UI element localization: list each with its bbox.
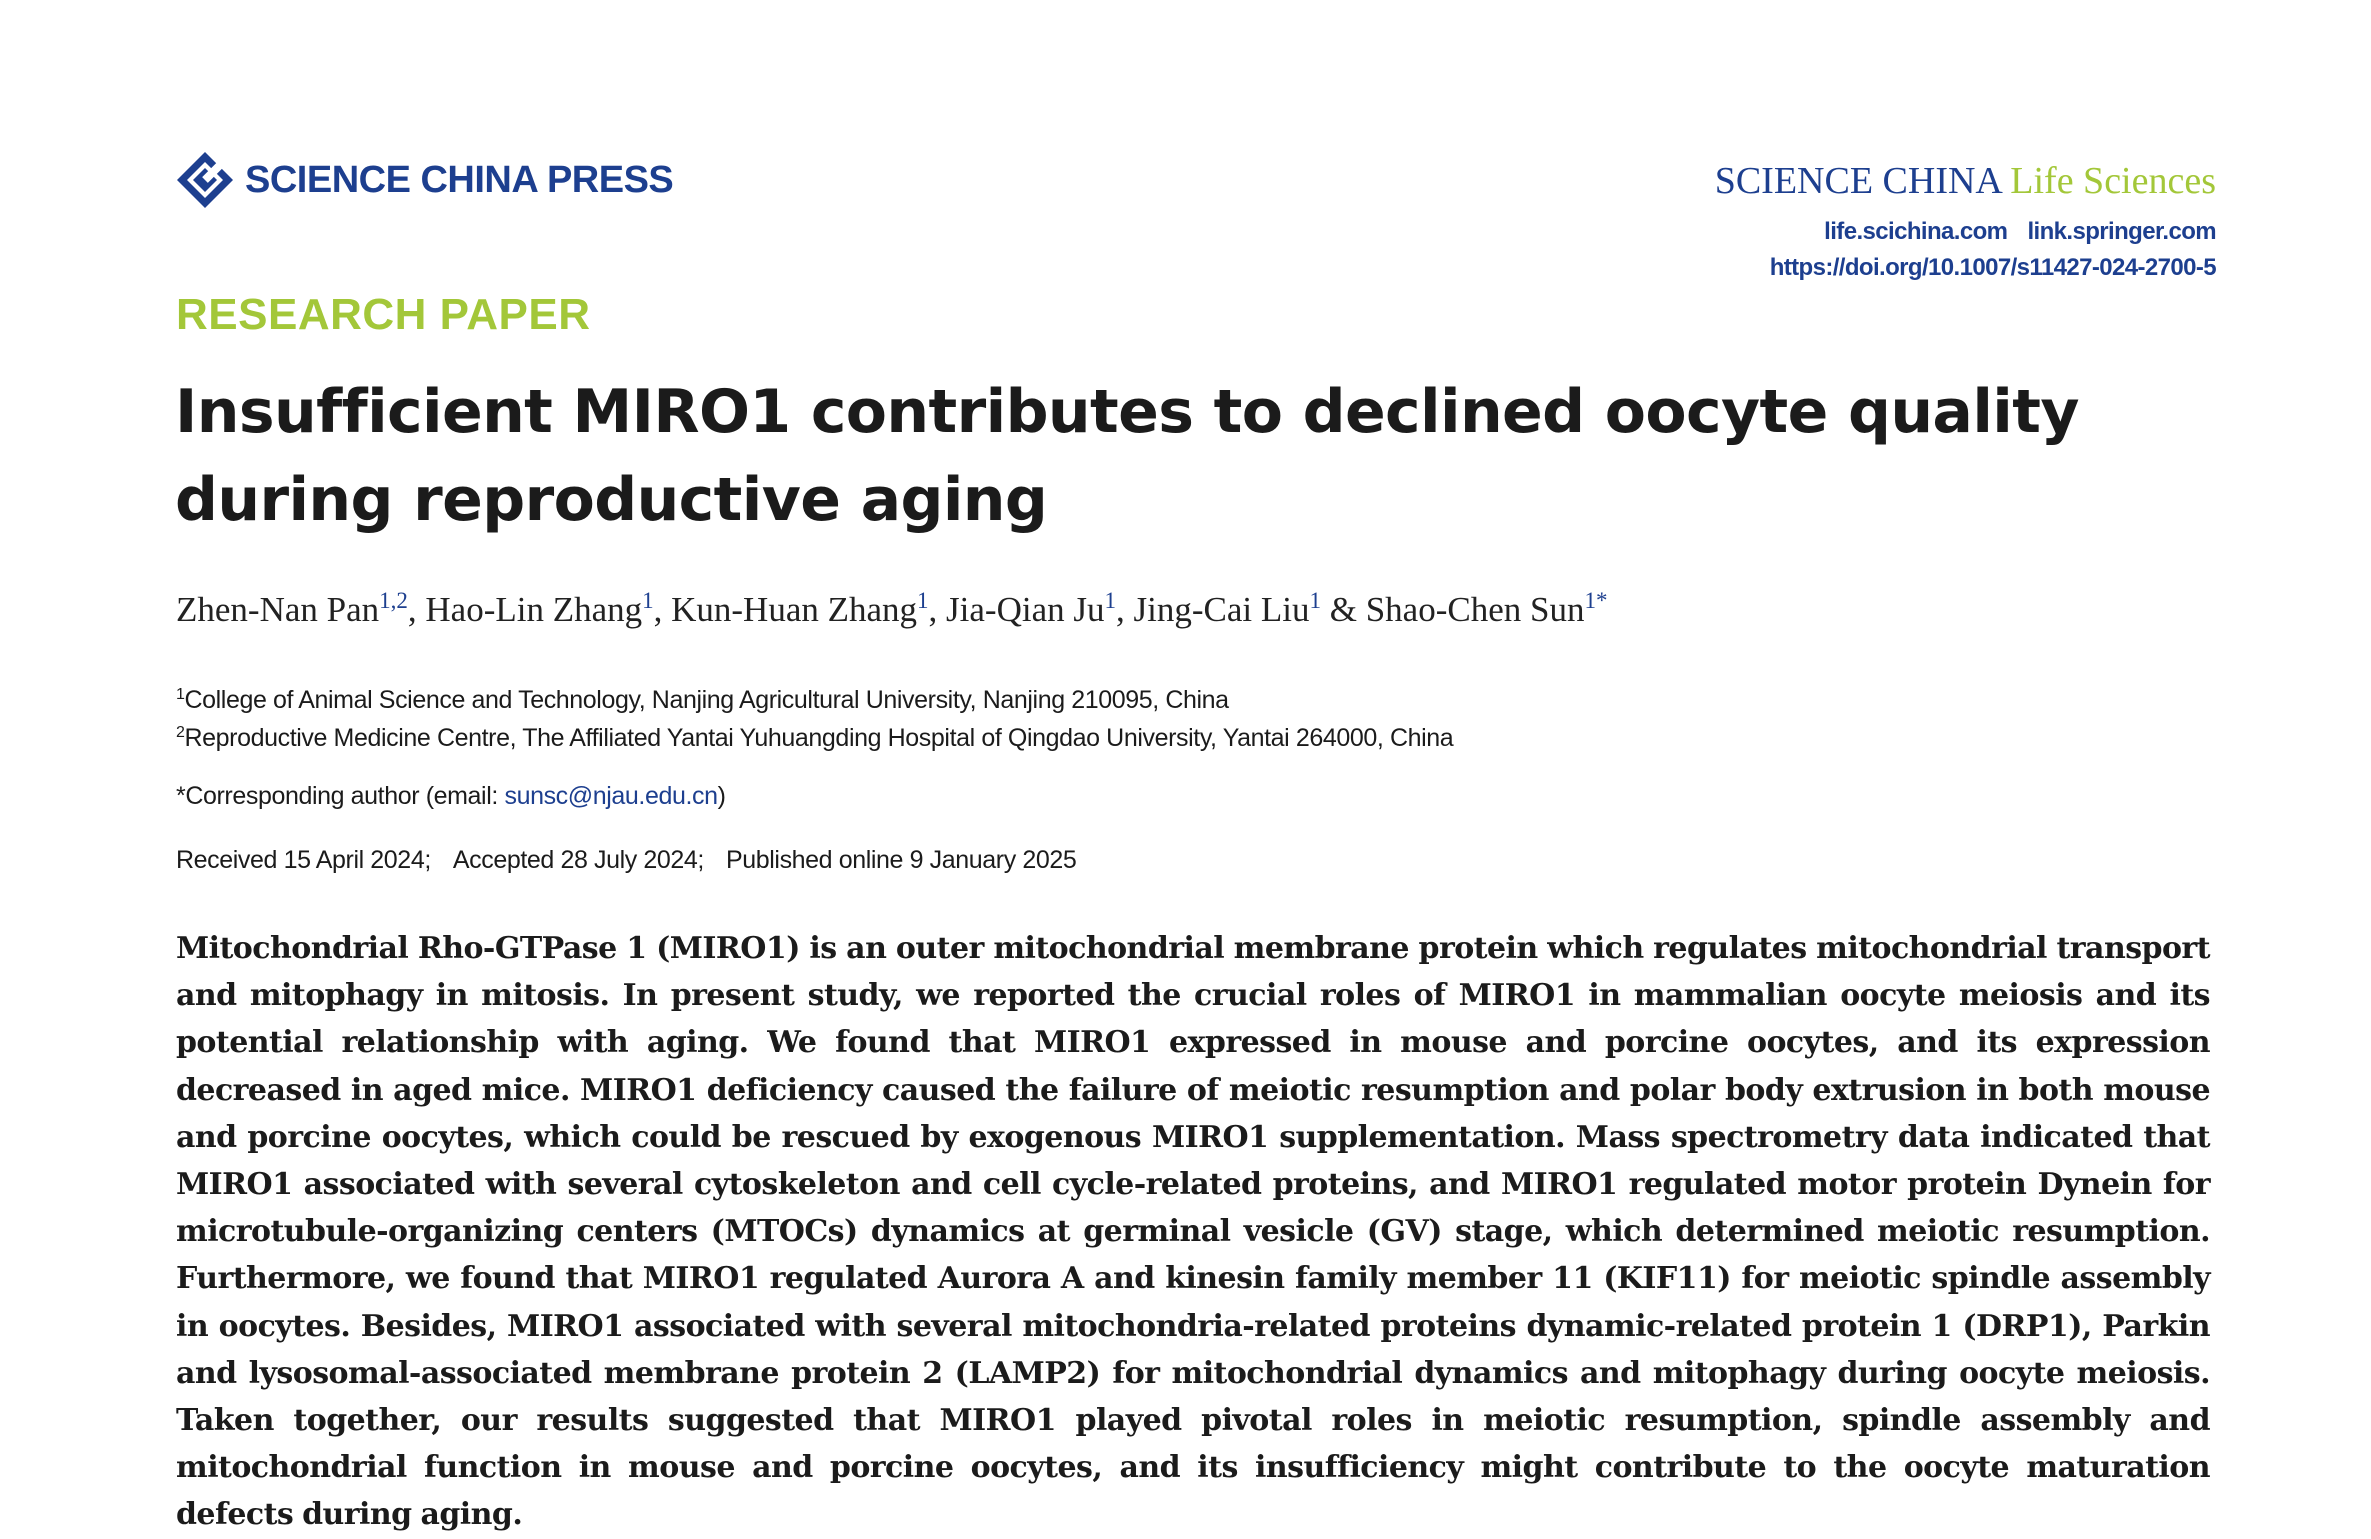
published-date: Published online 9 January 2025 [725,846,1077,874]
article-type: RESEARCH PAPER [176,290,591,339]
diamond-logo-icon [175,150,235,210]
affiliation-mark: 2 [176,724,185,741]
author-list [176,588,1607,630]
journal-name [1715,158,2216,204]
springer-link[interactable]: link.springer.com [2027,218,2216,245]
author-affiliation-mark: 1* [1584,588,1608,613]
author-name[interactable]: Jia-Qian Ju [946,590,1105,629]
journal-name-section: Life Sciences [2010,160,2216,202]
author-separator: , [928,590,947,629]
paper-title: Insufficient MIRO1 contributes to declined oocyte quality during reproductive aging [175,377,2079,535]
author-name[interactable]: Shao-Chen Sun [1365,590,1585,629]
affiliation-mark: 1 [176,686,185,703]
author-separator: , [1115,590,1134,629]
author-separator: , [407,590,426,629]
journal-name-main: SCIENCE CHINA [1714,160,2001,202]
author-name[interactable]: Zhen-Nan Pan [176,590,380,629]
email-link[interactable]: sunsc@njau.edu.cn [504,782,718,810]
received-date: Received 15 April 2024; [176,846,431,874]
author-name[interactable]: Jing-Cai Liu [1133,590,1310,629]
author-affiliation-mark: 1 [642,588,654,613]
abstract: Mitochondrial Rho-GTPase 1 (MIRO1) is an outer mitochondrial membrane protein which regulates mitochondrial transport and mitophagy in mitosis. In present study, we reported the crucial roles of MIRO1 in mammalian oocyte meiosis and its potential relationship with aging. We found that MIRO1 expressed in mouse and porcine oocytes, and its expression decreased in aged mice. MIRO1 deficiency caused the failure of meiotic resumption and polar body extrusion in both mouse and porcine oocytes, which could be rescued by exogenous MIRO1 supplementation. Mass spectrometry data indicated that MIRO1 associated with several cytoskeleton and cell cycle-related proteins, and MIRO1 regulated motor protein Dynein for microtubule-organizing centers (MTOCs) dynamics at germinal vesicle (GV) stage, which determined meiotic resumption. Furthermore, we found that MIRO1 regulated Aurora A and kinesin family member 11 (KIF11) for meiotic spindle assembly in oocytes. Besides, MIRO1 associated with several mitochondria-related proteins dynamic-related protein 1 (DRP1), Parkin and lysosomal-associated membrane protein 2 (LAMP2) for mitochondrial dynamics and mitophagy during oocyte meiosis. Taken together, our results suggested that MIRO1 played pivotal roles in meiotic resumption, spindle assembly and mitochondrial function in mouse and porcine oocytes, and its insufficiency might contribute to the oocyte maturation defects during aging. [176,931,2210,1533]
author-affiliation-mark: 1,2 [379,588,408,613]
affiliation-text: College of Animal Science and Technology, Nanjing Agricultural University, Nanjing 210095, China [184,686,1229,714]
author-name[interactable]: Kun-Huan Zhang [671,590,918,629]
author-affiliation-mark: 1 [1104,588,1116,613]
corresponding-suffix: ) [717,782,726,810]
author-separator: , [653,590,672,629]
affiliation-text: Reproductive Medicine Centre, The Affiliated Yantai Yuhuangding Hospital of Qingdao University, Yantai 264000, China [184,724,1454,752]
author-separator: & [1320,590,1366,629]
publication-dates [176,846,1076,875]
affiliation-1 [176,686,1229,715]
corresponding-author [176,782,726,811]
corresponding-prefix: *Corresponding author (email: [176,782,505,810]
journal-header [1715,158,2216,286]
journal-site-link[interactable]: life.scichina.com [1824,218,2008,245]
author-name[interactable]: Hao-Lin Zhang [425,590,643,629]
publisher-logo-text: SCIENCE CHINA PRESS [245,158,674,201]
affiliation-2 [176,724,1453,753]
journal-links [1715,214,2216,286]
author-affiliation-mark: 1 [917,588,929,613]
author-affiliation-mark: 1 [1309,588,1321,613]
publisher-logo[interactable] [175,150,673,210]
accepted-date: Accepted 28 July 2024; [452,846,704,874]
doi-link[interactable]: https://doi.org/10.1007/s11427-024-2700-5 [1769,254,2216,281]
